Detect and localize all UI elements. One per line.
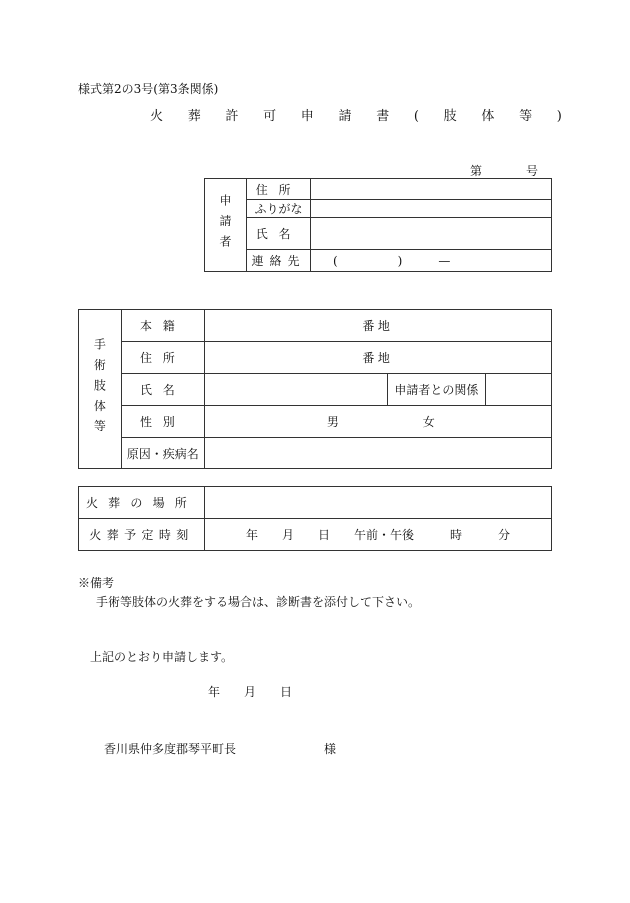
number-dai: 第: [470, 164, 483, 178]
place-label: 火葬の場所: [79, 487, 205, 519]
limb-group-label: 手術肢体等: [92, 338, 107, 440]
honseki-field[interactable]: 番地: [204, 310, 551, 342]
applicant-table: [204, 178, 552, 272]
number-go: 号: [526, 164, 539, 178]
female-option[interactable]: 女: [422, 415, 435, 429]
male-option[interactable]: 男: [326, 415, 339, 429]
limb-address-field[interactable]: 番地: [204, 342, 551, 374]
honseki-label: 本籍: [121, 310, 204, 342]
time-label: 火葬予定時刻: [79, 519, 205, 551]
furigana-field[interactable]: [311, 200, 552, 218]
limb-name-label: 氏名: [121, 374, 204, 406]
cremation-table: [78, 486, 552, 551]
furigana-label: ふりがな: [247, 200, 311, 218]
address-field[interactable]: [311, 179, 552, 200]
application-statement: 上記のとおり申請します。: [90, 650, 234, 664]
cause-field[interactable]: [204, 438, 551, 469]
place-field[interactable]: [205, 487, 552, 519]
limb-name-field[interactable]: [204, 374, 387, 406]
notes-heading: ※備考: [78, 576, 115, 590]
limb-group-cell: [79, 310, 122, 469]
notes-text: 手術等肢体の火葬をする場合は、診断書を添付して下さい。: [96, 595, 421, 609]
application-date: 年 月 日: [208, 685, 293, 699]
addressee: 香川県仲多度郡琴平町長: [104, 742, 237, 756]
time-field[interactable]: 年 月 日 午前・午後 時 分: [205, 519, 552, 551]
relation-label: 申請者との関係: [388, 374, 485, 406]
name-field[interactable]: [311, 218, 552, 250]
honorific: 様: [324, 742, 337, 756]
limb-address-label: 住所: [121, 342, 204, 374]
relation-field[interactable]: [485, 374, 551, 406]
address-label: 住所: [247, 179, 311, 200]
limb-table: [78, 309, 552, 469]
cause-label: 原因・疾病名: [121, 438, 204, 469]
applicant-group-cell: [205, 179, 247, 272]
applicant-group-label: 申請者: [218, 194, 232, 256]
sex-field[interactable]: [204, 406, 551, 438]
name-label: 氏名: [247, 218, 311, 250]
sex-label: 性別: [121, 406, 204, 438]
page-title: 火葬許可申請書(肢体等): [150, 109, 587, 124]
contact-field[interactable]: ( ) —: [311, 250, 552, 272]
contact-label: 連絡先: [247, 250, 311, 272]
form-number: 様式第2の3号(第3条関係): [78, 82, 219, 96]
